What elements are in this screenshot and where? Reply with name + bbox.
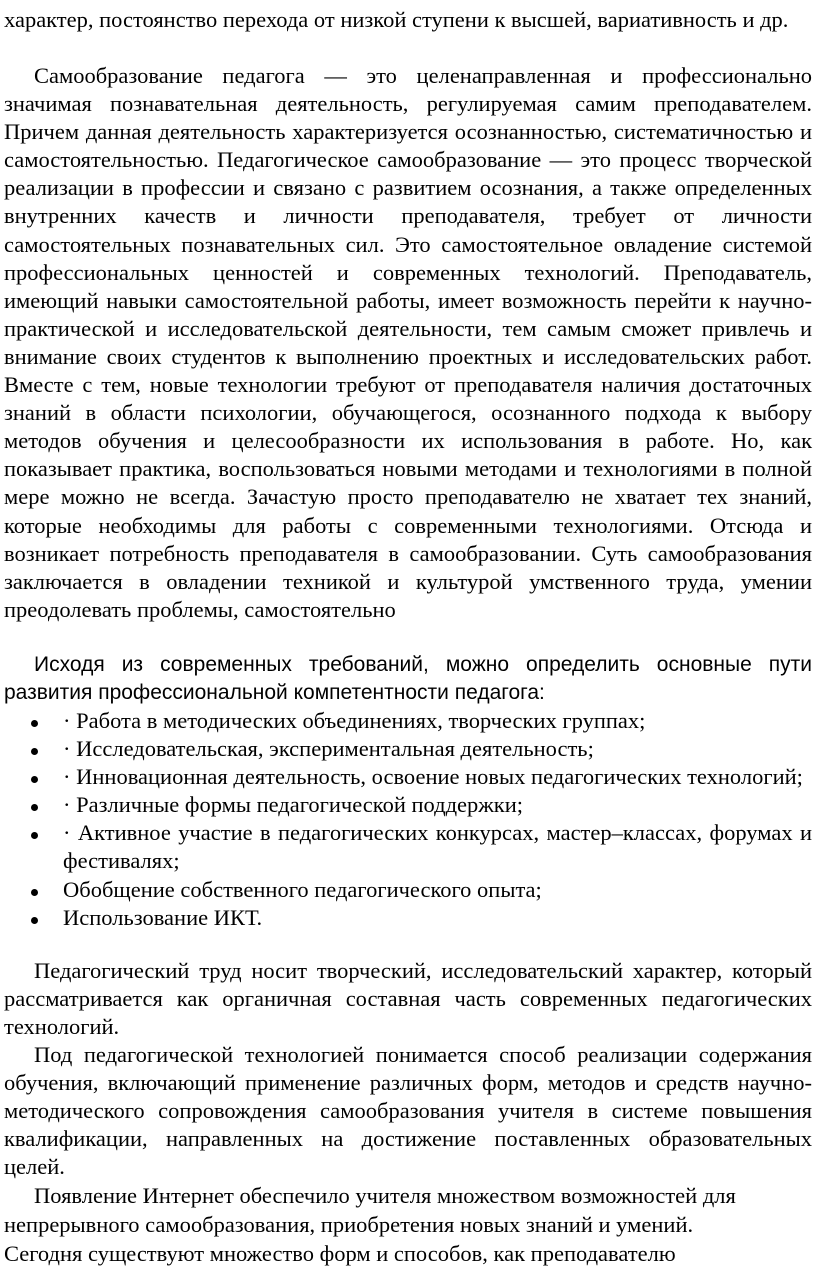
list-item: · Исследовательская, экспериментальная деятельность; [4, 735, 812, 763]
paragraph-pedagogical-technology [4, 1041, 812, 1181]
bullet-icon [31, 917, 38, 924]
list-item: Использование ИКТ. [4, 904, 812, 932]
bullet-icon [31, 748, 38, 755]
paragraph-continuation [4, 6, 812, 34]
paragraph-line: Появление Интернет обеспечило учителя множеством возможностей для [34, 1183, 736, 1208]
paragraph-line: Сегодня существуют множество форм и способов, как преподавателю [4, 1241, 676, 1266]
bullet-icon [31, 804, 38, 811]
list-item: · Активное участие в педагогических конкурсах, мастер–классах, форумах и фестивалях; [4, 819, 812, 875]
bullet-icon [31, 776, 38, 783]
bullet-list [4, 707, 812, 932]
list-item: Обобщение собственного педагогического опыта; [4, 876, 812, 904]
paragraph-text: Самообразование педагога — это целенаправленная и профессионально значимая познавательная деятельность, регулируемая самим преподавателем. Причем данная деятельность характеризуется осознанностью, систематичностью и самостоятельностью. Педагогическое самообразование — это процесс творческой реализации в профессии и связано с развитием осознания, а также определенных внутренних качеств и личности преподавателя, требует от личности самостоятельных познавательных сил. Это самостоятельное овладение системой профессиональных ценностей и современных технологий. Преподаватель, имеющий навыки самостоятельной работы, имеет возможность перейти к научно-практической и исследовательской деятельности, тем самым сможет привлечь и внимание своих студентов к выполнению проектных и исследовательских работ. Вместе с тем, новые технологии требуют от преподавателя наличия достаточных знаний в области психологии, обучающегося, осознанного подхода к выбору методов обучения и целесообразности их использования в работе. Но, как показывает практика, воспользоваться новыми методами и технологиями в полной мере можно не всегда. Зачастую просто преподавателю не хватает тех знаний, которые необходимы для работы с современными технологиями. Отсюда и возникает потребность преподавателя в самообразовании. Суть самообразования заключается в овладении техникой и культурой умственного труда, умении преодолевать проблемы, самостоятельно [4, 63, 812, 622]
bullet-icon [31, 832, 38, 839]
paragraph-competence-paths [4, 651, 812, 708]
paragraph-text: Исходя из современных требований, можно определить основные пути развития профессиональной компетентности педагога: [4, 653, 812, 705]
list-item: · Различные формы педагогической поддержки; [4, 791, 812, 819]
paragraph-pedagogical-work [4, 957, 812, 1041]
bullet-icon [31, 889, 38, 896]
paragraph-internet [4, 1181, 812, 1268]
paragraph-self-education [4, 62, 812, 624]
paragraph-text: Педагогический труд носит творческий, исследовательский характер, который рассматривается как органичная составная часть современных педагогических технологий. [4, 958, 812, 1040]
paragraph-text: характер, постоянство перехода от низкой ступени к высшей, вариативность и др. [4, 7, 789, 32]
list-item: · Инновационная деятельность, освоение новых педагогических технологий; [4, 763, 812, 791]
bullet-icon [31, 720, 38, 727]
list-item: · Работа в методических объединениях, творческих группах; [4, 707, 812, 735]
paragraph-text: Под педагогической технологией понимается способ реализации содержания обучения, включающий применение различных форм, методов и средств научно-методического сопровождения самообразования учителя в системе повышения квалификации, направленных на достижение поставленных образовательных целей. [4, 1042, 812, 1180]
paragraph-line: непрерывного самообразования, приобретения новых знаний и умений. [4, 1212, 694, 1237]
